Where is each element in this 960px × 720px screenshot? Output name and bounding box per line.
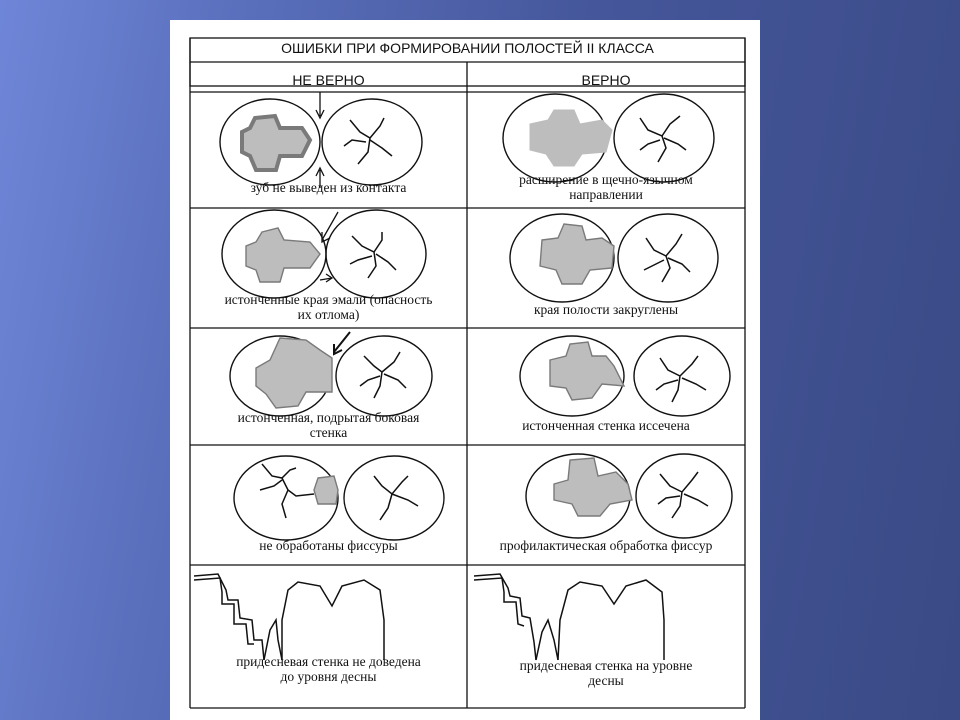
row4-right-caption: профилактическая обработка фиссур <box>499 538 713 553</box>
diagram-figure <box>170 20 760 720</box>
row1-wrong-caption: зуб не выведен из контакта <box>250 180 407 195</box>
row2-right-figure <box>510 214 718 302</box>
row5-wrong-caption: придесневая стенка не доведена до уровня десны <box>236 654 421 684</box>
diagram-title: ОШИБКИ ПРИ ФОРМИРОВАНИИ ПОЛОСТЕЙ II КЛАССА <box>281 40 654 56</box>
row4-wrong-figure <box>234 456 444 540</box>
row1-wrong-figure <box>220 92 422 188</box>
row5-right-caption: придесневая стенка на уровне десны <box>519 658 693 688</box>
row1-right-figure <box>503 94 714 182</box>
row2-wrong-caption: истонченные края эмали (опасность их отлома) <box>224 292 433 322</box>
row3-wrong-caption: истонченная, подрытая боковая стенка <box>237 410 420 440</box>
row5-right-figure <box>474 574 664 660</box>
row3-wrong-figure <box>230 332 432 416</box>
diagram-sheet <box>170 20 760 720</box>
row5-wrong-figure <box>194 574 384 660</box>
column-header-right: ВЕРНО <box>581 72 631 88</box>
row1-right-caption: расширение в щечно-язычном направлении <box>519 172 693 202</box>
column-header-wrong: НЕ ВЕРНО <box>292 72 365 88</box>
row2-wrong-figure <box>222 210 426 298</box>
row3-right-caption: истонченная стенка иссечена <box>522 418 690 433</box>
row3-right-figure <box>520 336 730 416</box>
row4-right-figure <box>526 454 732 538</box>
row4-wrong-caption: не обработаны фиссуры <box>259 538 398 553</box>
row2-right-caption: края полости закруглены <box>533 302 679 317</box>
